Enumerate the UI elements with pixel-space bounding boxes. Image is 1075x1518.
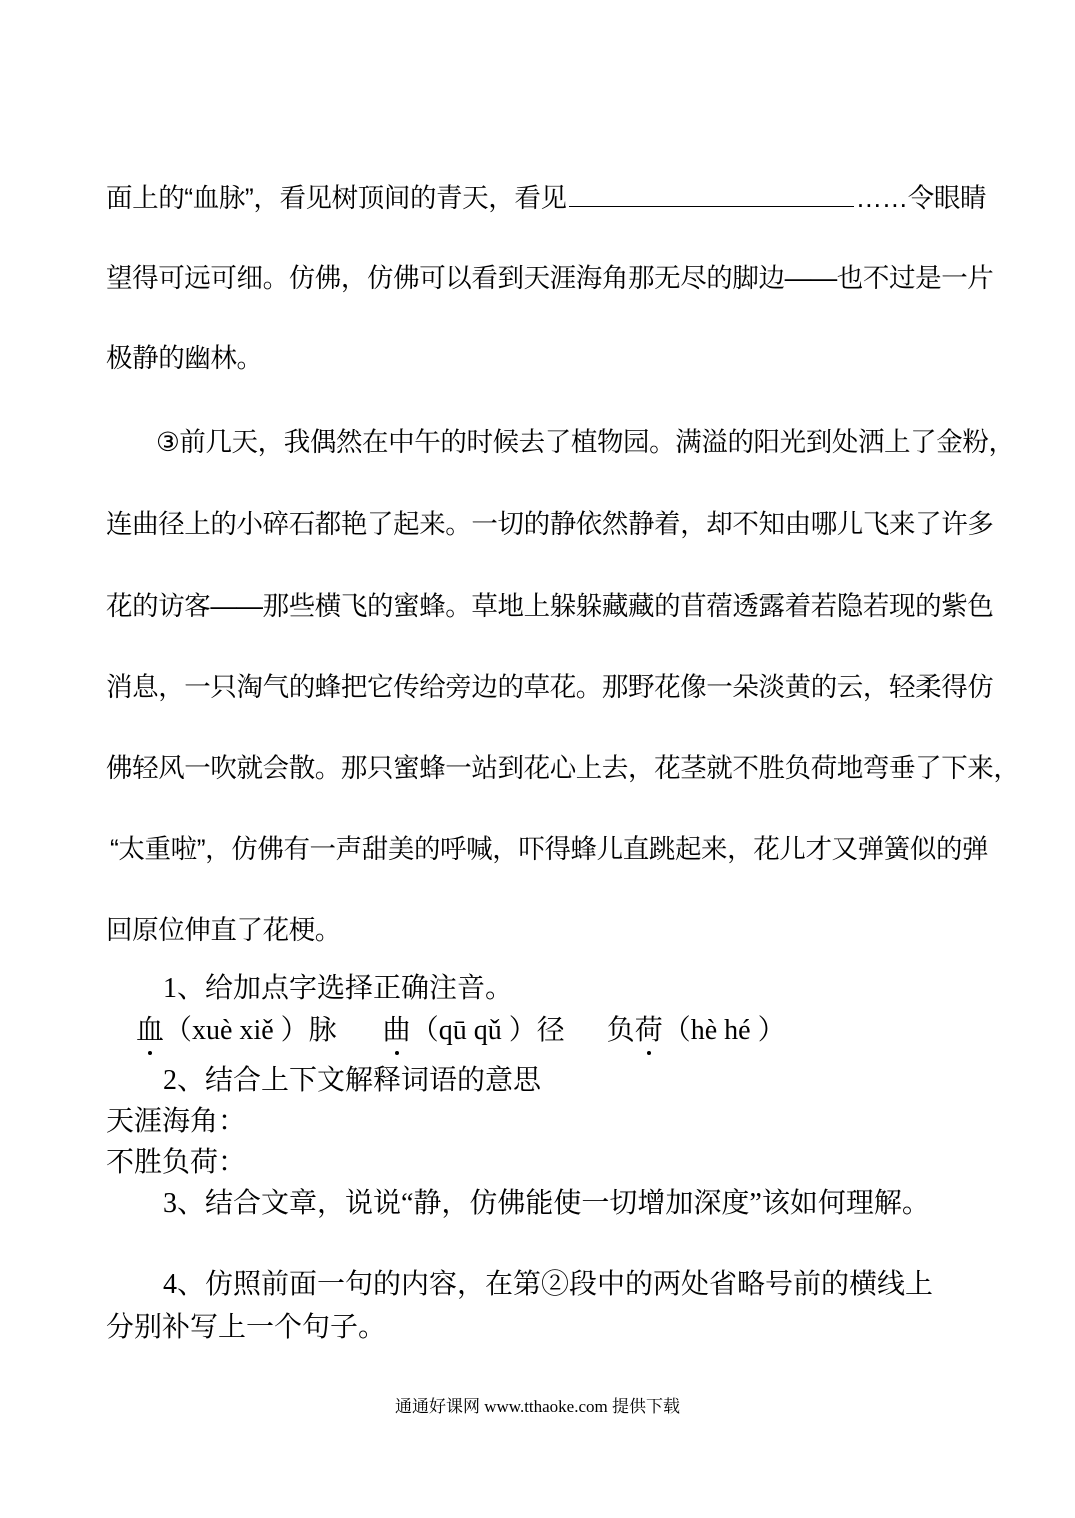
passage-line-7: 消息，一只淘气的蜂把它传给旁边的草花。那野花像一朵淡黄的云，轻柔得仿	[106, 672, 994, 702]
passage-line-3: 极静的幽林。	[106, 343, 263, 373]
question-2: 2、结合上下文解释词语的意思	[163, 1065, 542, 1096]
pinyin-options: （qū qǔ ）	[410, 1015, 537, 1046]
passage-line-2: 望得可远可细。仿佛，仿佛可以看到天涯海角那无尽的脚边——也不过是一片	[106, 263, 994, 293]
passage-line-1	[106, 176, 986, 215]
passage-line-9: “太重啦”，仿佛有一声甜美的呼喊，吓得蜂儿直跳起来，花儿才又弹簧似的弹	[110, 834, 989, 864]
question-3: 3、结合文章，说说“静，仿佛能使一切增加深度”该如何理解。	[163, 1188, 930, 1219]
question-4-line-2: 分别补写上一个句子。	[106, 1312, 387, 1343]
pinyin-options: （xuè xiě ）	[164, 1015, 309, 1046]
passage-text: ……令眼睛	[855, 183, 987, 213]
question-2-term-a: 天涯海角：	[106, 1106, 247, 1137]
question-4-line-1: 4、仿照前面一句的内容，在第②段中的两处省略号前的横线上	[163, 1269, 934, 1300]
dotted-char: 曲	[383, 1008, 411, 1048]
dotted-char: 血	[136, 1008, 164, 1048]
word-tail: 脉	[308, 1015, 337, 1046]
passage-line-10: 回原位伸直了花梗。	[106, 915, 341, 945]
question-1-options	[136, 1008, 786, 1048]
passage-line-8: 佛轻风一吹就会散。那只蜜蜂一站到花心上去，花茎就不胜负荷地弯垂了下来，	[106, 753, 1020, 783]
page-footer: 通通好课网 www.tthaoke.com 提供下载	[394, 1397, 681, 1416]
passage-text: 面上的“血脉”，看见树顶间的青天，看见	[106, 183, 567, 213]
fill-blank-line	[569, 205, 854, 207]
question-2-term-b: 不胜负荷：	[106, 1147, 247, 1178]
passage-line-5: 连曲径上的小碎石都艳了起来。一切的静依然静着，却不知由哪儿飞来了许多	[106, 509, 994, 539]
dotted-char: 荷	[635, 1008, 663, 1048]
passage-paragraph-3-start: ③前几天，我偶然在中午的时候去了植物园。满溢的阳光到处洒上了金粉，	[156, 427, 1015, 457]
word-head: 负	[606, 1015, 635, 1046]
question-1: 1、给加点字选择正确注音。	[163, 973, 514, 1004]
passage-line-6: 花的访客——那些横飞的蜜蜂。草地上躲躲藏藏的苜蓿透露着若隐若现的紫色	[106, 591, 994, 621]
pinyin-options: （hè hé ）	[662, 1015, 786, 1046]
word-tail: 径	[536, 1015, 565, 1046]
